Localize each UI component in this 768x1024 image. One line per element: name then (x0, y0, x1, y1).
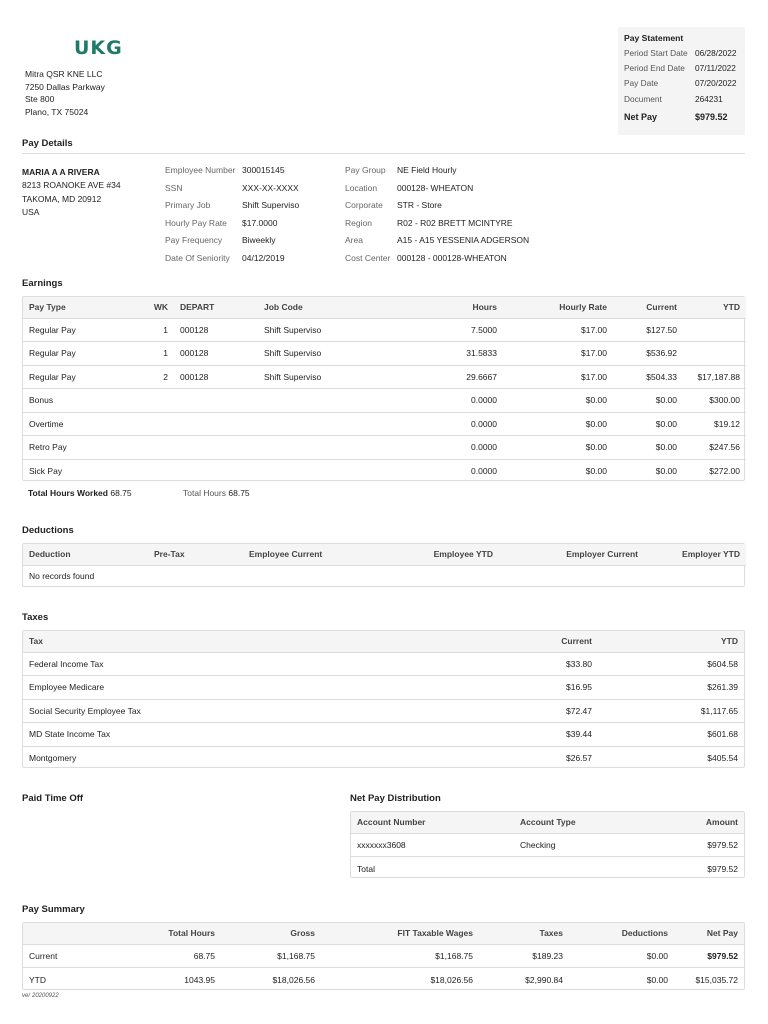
hourly-pay-rate: $17.0000 (242, 217, 278, 228)
table-cell: 7.5000 (403, 318, 503, 342)
column-header: FIT Taxable Wages (321, 923, 479, 944)
table-cell (138, 436, 174, 460)
table-row (23, 944, 744, 968)
column-header: Employer Current (499, 544, 644, 565)
employee-address-line2: TAKOMA, MD 20912 (22, 193, 102, 204)
table-row (351, 833, 744, 857)
table-row (351, 857, 744, 881)
table-cell: $17,187.88 (683, 365, 746, 389)
detail-label: Location (345, 182, 378, 193)
pay-group: NE Field Hourly (397, 165, 457, 175)
table-cell: $19.12 (683, 412, 746, 436)
table-cell: Overtime (23, 412, 138, 436)
table-cell (174, 436, 258, 460)
table-cell: Shift Superviso (258, 318, 403, 342)
total-hours-worked-value: 68.75 (110, 488, 132, 498)
table-cell: $1,168.75 (321, 944, 479, 968)
column-header: Pre-Tax (148, 544, 243, 565)
table-cell: 1 (138, 342, 174, 366)
column-header: Employee YTD (373, 544, 499, 565)
employee-name: MARIA A A RIVERA (22, 167, 100, 177)
table-row (23, 365, 746, 389)
account-number: xxxxxxx3608 (351, 833, 514, 857)
table-cell: $0.00 (503, 412, 613, 436)
table-row (23, 565, 746, 586)
table-cell: $604.58 (598, 652, 744, 676)
earnings-table-box (22, 296, 745, 481)
table-cell: $39.44 (438, 723, 598, 747)
column-header: Account Type (514, 812, 644, 833)
column-header: Taxes (479, 923, 569, 944)
column-header: Deduction (23, 544, 148, 565)
statement-row (624, 76, 739, 91)
table-row (23, 342, 746, 366)
table-cell: Current (23, 944, 123, 968)
table-cell: 1 (138, 318, 174, 342)
table-cell: $33.80 (438, 652, 598, 676)
table-header-row (23, 544, 746, 565)
detail-row (345, 215, 529, 233)
detail-row (165, 197, 299, 215)
company-city-state-zip: Plano, TX 75024 (25, 107, 89, 118)
detail-label: Hourly Pay Rate (165, 217, 227, 228)
table-cell (258, 412, 403, 436)
detail-row (345, 250, 529, 268)
detail-label: Region (345, 217, 372, 228)
detail-label: Cost Center (345, 252, 391, 263)
detail-row (165, 162, 299, 180)
table-cell: Shift Superviso (258, 365, 403, 389)
table-cell (174, 412, 258, 436)
table-cell: 000128 (174, 365, 258, 389)
deductions-table (23, 544, 746, 586)
pay-details-title: Pay Details (22, 138, 73, 149)
pay-frequency: Biweekly (242, 235, 276, 246)
detail-row (165, 215, 299, 233)
statement-label: Period Start Date (624, 48, 688, 58)
column-header: Job Code (258, 297, 403, 318)
table-cell: $1,117.65 (598, 699, 744, 723)
table-cell: $0.00 (646, 974, 668, 985)
column-header: WK (138, 297, 174, 318)
table-cell: $536.92 (613, 342, 683, 366)
detail-label: Pay Group (345, 165, 386, 175)
pay-summary-title: Pay Summary (22, 904, 85, 915)
date-of-seniority: 04/12/2019 (242, 252, 285, 263)
table-row (23, 318, 746, 342)
table-cell: $2,990.84 (525, 974, 563, 985)
table-cell: $17.00 (503, 318, 613, 342)
table-header-row (23, 297, 746, 318)
employee-number: 300015145 (242, 165, 285, 175)
net-pay-value: $979.52 (695, 111, 728, 122)
cost-center: 000128 - 000128-WHEATON (397, 252, 507, 263)
detail-label: Corporate (345, 200, 383, 211)
table-cell: $0.00 (503, 436, 613, 460)
table-cell (683, 318, 746, 342)
table-cell: $405.54 (707, 753, 738, 763)
table-cell (258, 389, 403, 413)
column-header: Account Number (351, 812, 514, 833)
table-cell: 0.0000 (403, 436, 503, 460)
taxes-title: Taxes (22, 612, 49, 623)
table-cell: 0.0000 (471, 466, 497, 476)
detail-row (165, 250, 299, 268)
table-row (23, 746, 744, 770)
location: 000128- WHEATON (397, 182, 474, 193)
earnings-title: Earnings (22, 278, 63, 289)
table-cell: $0.00 (569, 944, 674, 968)
table-cell: 31.5833 (403, 342, 503, 366)
table-cell: Regular Pay (23, 365, 138, 389)
taxes-table (23, 631, 744, 770)
net-pay-row (624, 112, 739, 122)
table-cell: $17.00 (503, 365, 613, 389)
column-header (23, 923, 123, 944)
table-row (23, 968, 744, 992)
table-cell: $15,035.72 (695, 974, 738, 985)
table-cell: $189.23 (479, 944, 569, 968)
total-hours (183, 488, 250, 498)
period-end-date: 07/11/2022 (695, 63, 736, 74)
net-pay-label: Net Pay (624, 111, 658, 122)
company-address (25, 68, 105, 119)
deductions-table-box (22, 543, 745, 587)
pay-summary-table (23, 923, 744, 991)
detail-row (345, 162, 529, 180)
table-row (23, 389, 746, 413)
detail-label: Area (345, 235, 363, 246)
table-cell: Shift Superviso (258, 342, 403, 366)
table-cell: Regular Pay (23, 318, 138, 342)
employee-address-line1: 8213 ROANOKE AVE #34 (22, 180, 121, 191)
area: A15 - A15 YESSENIA ADGERSON (397, 235, 530, 246)
amount: $979.52 (644, 833, 744, 857)
table-cell: Montgomery (29, 753, 77, 763)
statement-row (624, 92, 739, 107)
corporate: STR - Store (397, 200, 442, 211)
table-cell: 000128 (174, 342, 258, 366)
table-row (23, 723, 744, 747)
table-header-row (23, 923, 744, 944)
ssn: XXX-XX-XXXX (242, 182, 299, 193)
employee-details-col1 (165, 162, 299, 268)
table-cell: $0.00 (655, 466, 677, 476)
employee-address (22, 166, 121, 219)
net-pay-distribution-table (351, 812, 744, 880)
table-cell: $979.52 (674, 944, 744, 968)
table-cell: $0.00 (503, 389, 613, 413)
net-pay-distribution-box (350, 811, 745, 878)
table-cell: Federal Income Tax (23, 652, 438, 676)
detail-row (345, 197, 529, 215)
table-cell (683, 342, 746, 366)
column-header: Total Hours (123, 923, 221, 944)
column-header: YTD (598, 631, 744, 652)
column-header: Current (438, 631, 598, 652)
detail-row (345, 180, 529, 198)
account-type: Checking (514, 833, 644, 857)
detail-label: SSN (165, 182, 183, 193)
table-cell: Regular Pay (23, 342, 138, 366)
column-header: Gross (221, 923, 321, 944)
version-text: ver 20200922 (22, 993, 59, 999)
column-header: Amount (644, 812, 744, 833)
table-cell: YTD (29, 974, 46, 985)
table-cell (138, 412, 174, 436)
column-header: Employee Current (243, 544, 373, 565)
column-header: YTD (683, 297, 746, 318)
net-pay-distribution-title: Net Pay Distribution (350, 793, 441, 804)
total-label: Total (357, 863, 375, 874)
table-cell: $18,026.56 (430, 974, 473, 985)
table-cell: 29.6667 (403, 365, 503, 389)
paid-time-off-title: Paid Time Off (22, 793, 84, 804)
total-hours-worked (28, 488, 132, 498)
table-row (23, 676, 744, 700)
column-header: DEPART (174, 297, 258, 318)
primary-job: Shift Superviso (242, 200, 300, 211)
table-cell: 000128 (174, 318, 258, 342)
table-cell (174, 459, 258, 483)
earnings-table (23, 297, 746, 483)
pay-statement-box (618, 27, 745, 135)
table-row (23, 652, 744, 676)
statement-label: Pay Date (624, 78, 659, 89)
table-cell: $127.50 (613, 318, 683, 342)
table-cell: $18,026.56 (272, 974, 315, 985)
detail-label: Date Of Seniority (165, 252, 230, 263)
column-header: Net Pay (674, 923, 744, 944)
detail-row (345, 232, 529, 250)
company-address-line1: 7250 Dallas Parkway (25, 81, 105, 92)
pay-summary-box (22, 922, 745, 990)
deductions-title: Deductions (22, 525, 74, 536)
statement-label: Document (624, 93, 662, 104)
total-amount: $979.52 (707, 863, 738, 874)
table-cell: $504.33 (613, 365, 683, 389)
company-name: Mitra QSR KNE LLC (25, 69, 103, 79)
detail-label: Primary Job (165, 200, 211, 211)
table-cell: $0.00 (613, 412, 683, 436)
table-cell: $0.00 (585, 466, 607, 476)
table-cell: $26.57 (566, 753, 592, 763)
table-cell: 0.0000 (403, 412, 503, 436)
period-start-date: 06/28/2022 (695, 48, 737, 58)
section-divider (22, 153, 745, 154)
empty-message: No records found (29, 570, 95, 581)
table-header-row (351, 812, 744, 833)
employee-country: USA (22, 206, 40, 217)
total-hours-label: Total Hours (183, 488, 226, 498)
column-header: Pay Type (23, 297, 138, 318)
employee-details-col2 (345, 162, 529, 268)
statement-row (624, 61, 739, 76)
detail-label: Pay Frequency (165, 235, 223, 246)
table-cell: 2 (138, 365, 174, 389)
table-header-row (23, 631, 744, 652)
taxes-table-box (22, 630, 745, 768)
column-header: Current (613, 297, 683, 318)
pay-statement-title: Pay Statement (624, 33, 684, 43)
table-cell: $261.39 (598, 676, 744, 700)
table-cell (138, 459, 174, 483)
table-cell: $0.00 (613, 389, 683, 413)
table-cell: $247.56 (683, 436, 746, 460)
statement-row (624, 46, 739, 61)
logo-text: UKG (74, 37, 123, 59)
detail-label: Employee Number (165, 165, 236, 175)
table-cell: $16.95 (438, 676, 598, 700)
region: R02 - R02 BRETT MCINTYRE (397, 217, 513, 228)
total-hours-value: 68.75 (228, 488, 250, 498)
table-row (23, 412, 746, 436)
column-header: Hours (403, 297, 503, 318)
table-cell: 1043.95 (184, 974, 215, 985)
table-cell: $272.00 (709, 466, 740, 476)
table-cell: Retro Pay (23, 436, 138, 460)
table-row (23, 436, 746, 460)
column-header: Deductions (569, 923, 674, 944)
table-cell: 68.75 (123, 944, 221, 968)
table-cell: Social Security Employee Tax (23, 699, 438, 723)
company-address-line2: Ste 800 (25, 94, 55, 105)
column-header: Employer YTD (644, 544, 746, 565)
table-cell: Sick Pay (29, 466, 63, 476)
table-cell: MD State Income Tax (23, 723, 438, 747)
company-logo (74, 38, 123, 58)
table-cell (258, 459, 403, 483)
document-number: 264231 (695, 93, 723, 104)
table-cell: $300.00 (683, 389, 746, 413)
detail-row (165, 180, 299, 198)
table-cell (514, 857, 644, 881)
table-cell (174, 389, 258, 413)
detail-row (165, 232, 299, 250)
table-cell: $17.00 (503, 342, 613, 366)
statement-label: Period End Date (624, 63, 685, 74)
table-cell: $1,168.75 (221, 944, 321, 968)
table-cell (258, 436, 403, 460)
table-cell: $0.00 (613, 436, 683, 460)
column-header: Tax (23, 631, 438, 652)
table-cell: $601.68 (598, 723, 744, 747)
table-row (23, 699, 744, 723)
table-cell: Employee Medicare (23, 676, 438, 700)
column-header: Hourly Rate (503, 297, 613, 318)
total-hours-worked-label: Total Hours Worked (28, 488, 108, 498)
pay-date: 07/20/2022 (695, 78, 737, 89)
table-cell: $72.47 (438, 699, 598, 723)
table-cell: Bonus (23, 389, 138, 413)
table-cell: 0.0000 (403, 389, 503, 413)
table-cell (138, 389, 174, 413)
table-row (23, 459, 746, 483)
